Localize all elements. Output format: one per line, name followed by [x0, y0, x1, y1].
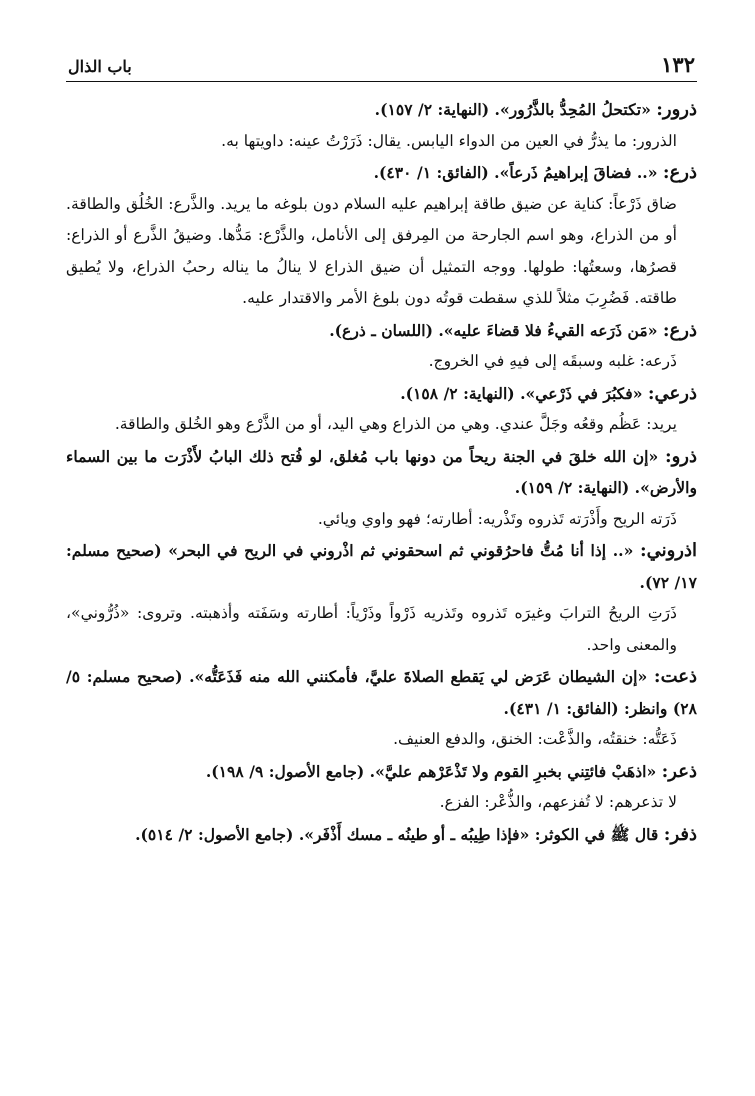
entry-definition: ذَعَتُّه: خنقتُه، والذَّعْت: الخنق، والدفع العنيف. [393, 730, 677, 748]
entry-keyword: ذرعي: [647, 382, 697, 404]
chapter-title: باب الذال [68, 57, 132, 76]
entry-headword-line [66, 378, 697, 410]
entry-definition: ذَرَتِ الريحُ الترابَ وغيرَه تَذروه وتَذريه ذَرْواً وذَرْياً: أطارته وسَفَته وأذهبته. وتروى: «ذُرُّوني»، والمعنى واحد. [66, 604, 677, 654]
dictionary-entry [66, 157, 697, 315]
entry-definition: ذَرعه: غلبه وسبقَه إلى فيهِ في الخروج. [428, 352, 677, 370]
entry-citation: «مَن ذَرَعه القيءُ فلا قضاءَ عليه». (اللسان ـ ذرع). [329, 320, 663, 340]
entry-citation: «إن الله خلقَ في الجنة ريحاً من دونها باب مُغلق، لو فُتح ذلك البابُ لأَذْرَت ما بين السماء والأرض». (النهاية: ٢/ ١٥٩). [66, 446, 697, 497]
entry-definition: لا تذعرهم: لا تُفزعهم، والذُّعْر: الفزع. [439, 793, 677, 811]
dictionary-entry [66, 819, 697, 851]
entry-citation: «تكتحلُ المُحِدُّ بالذَّرُور». (النهاية: ٢/ ١٥٧). [374, 100, 657, 119]
entry-headword-line [66, 661, 697, 724]
entry-definition: يريد: عَظُم وقعُه وجَلَّ عندي. وهي من الذراع وهي اليد، أو من الذَّرْع وهو الخُلق والطاقة. [114, 415, 677, 433]
page-number: ١٣٢ [661, 52, 695, 77]
dictionary-entry [66, 661, 697, 756]
running-head [66, 52, 697, 81]
dictionary-entry [66, 94, 697, 157]
entry-keyword: ذرع: [662, 162, 697, 183]
entry-keyword: ذعت: [653, 666, 697, 687]
dictionary-entry [66, 315, 697, 378]
dictionary-entry [66, 535, 697, 661]
dictionary-entry [66, 378, 697, 441]
entry-headword-line [66, 157, 697, 189]
entry-keyword: ذرو: [664, 445, 697, 467]
entry-keyword: ذرع: [662, 319, 697, 341]
entry-citation: «إن الشيطان عَرَض لي يَقطع الصلاةَ عليَّ، فأمكنني الله منه فَذَعَتُّه». (صحيح مسلم: ٥/ ٢٨) وانظر: (الفائق: ١/ ٤٣١). [66, 667, 697, 718]
entry-citation: «.. فضاقَ إبراهيمُ ذَرعاً». (الفائق: ١/ ٤٣٠). [373, 163, 663, 182]
entry-headword-line [66, 756, 697, 788]
entry-headword-line [66, 819, 697, 851]
dictionary-entry [66, 441, 697, 536]
entry-headword-line [66, 441, 697, 504]
entry-citation: قال ﷺ في الكوثر: «فإذا طِيبُه ـ أو طينُه ـ مسك أَذْفَر». (جامع الأصول: ٢/ ٥١٤). [135, 824, 664, 844]
entry-definition: ضاق ذَرْعاً: كناية عن ضيق طاقة إبراهيم عليه السلام دون بلوغه ما يريد. والذَّرع: الخُلُق والطاقة. أو من الذراع، وهو اسم الجارحة من المِرفق إلى الأنامل، والذَّرْع: مَدُّها. وضيقُ الذَّرع أو الذراع: قصرُها، وسعتُها: طولها. ووجه التمثيل أن ضيق الذراع لا ينالُ ما يناله رحبُ الذراع، ولا يُطيق طاقته. فَضُرِبَ مثلاً للذي سقطت قوتُه دون بلوغ الأمر والاقتدار عليه. [66, 194, 677, 307]
entry-citation: «اذهَبْ فائتِني بخبرِ القوم ولا تَذْعَرْهم عليَّ». (جامع الأصول: ٩/ ١٩٨). [205, 761, 662, 781]
entry-keyword: ذعر: [661, 760, 697, 782]
header-divider [66, 81, 697, 82]
entry-definition: ذَرَته الريح وأَذْرَته تَذروه وتَذْريه: أطارته؛ فهو واوي ويائي. [317, 509, 677, 528]
dictionary-entry [66, 756, 697, 819]
entry-headword-line [66, 94, 697, 126]
entry-definition: الذرور: ما يذرُّ في العين من الدواء اليابس. يقال: ذَرَرْتُ عينه: داويتها به. [221, 131, 677, 150]
entry-citation: «فكبُرَ في ذَرْعي». (النهاية: ٢/ ١٥٨). [400, 383, 648, 403]
entry-headword-line [66, 315, 697, 347]
entry-headword-line [66, 535, 697, 598]
entry-keyword: ذرور: [656, 99, 697, 120]
entry-keyword: اذروني: [639, 540, 697, 561]
entry-citation: «.. إذا أنا مُتُّ فاحرُقوني ثم اسحقوني ثم اذْروني في الريح في البحر» (صحيح مسلم: ١٧/ ٧٢). [66, 541, 697, 592]
entry-keyword: ذفر: [663, 823, 697, 845]
